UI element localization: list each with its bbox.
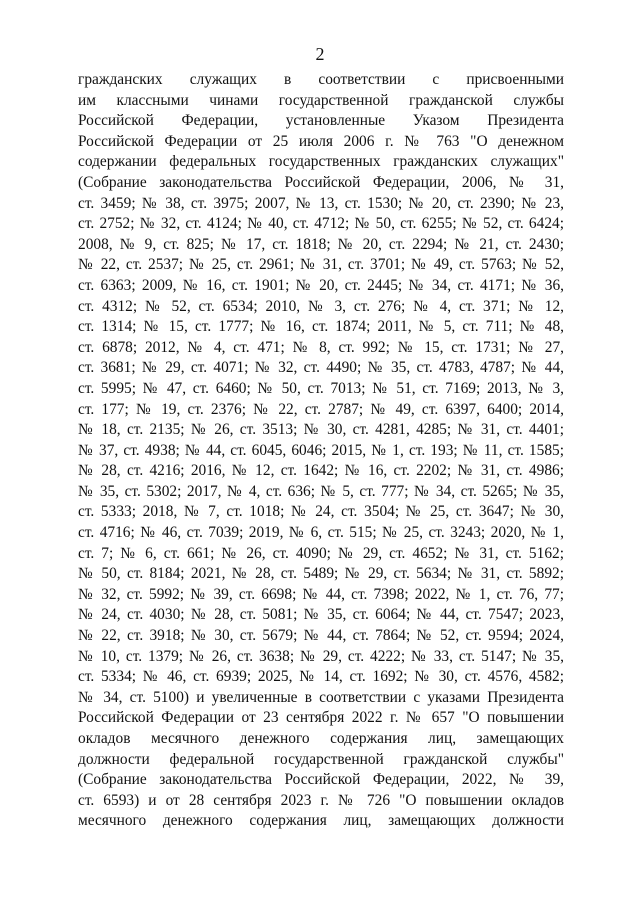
text-line: Российской Федерации, установленные Указом Президента — [78, 112, 564, 130]
text-line: им классными чинами государственной гражданской службы — [78, 91, 564, 109]
text-line: № 10, ст. 1379; № 26, ст. 3638; № 29, ст. 4222; № 33, ст. 5147; № 35, — [78, 647, 564, 665]
text-line: ст. 5334; № 46, ст. 6939; 2025, № 14, ст. 1692; № 30, ст. 4576, 4582; — [78, 668, 564, 686]
body-text — [78, 70, 564, 832]
text-line: ст. 177; № 19, ст. 2376; № 22, ст. 2787; № 49, ст. 6397, 6400; 2014, — [78, 400, 564, 418]
text-line: (Собрание законодательства Российской Федерации, 2022, № 39, — [78, 771, 564, 789]
text-line: ст. 5333; 2018, № 7, ст. 1018; № 24, ст. 3504; № 25, ст. 3647; № 30, — [78, 503, 564, 521]
text-line: № 34, ст. 5100) и увеличенные в соответствии с указами Президента — [78, 688, 564, 706]
page-number: 2 — [315, 44, 325, 64]
text-line: № 32, ст. 5992; № 39, ст. 6698; № 44, ст. 7398; 2022, № 1, ст. 76, 77; — [78, 585, 564, 603]
text-line: Российской Федерации от 25 июля 2006 г. № 763 "О денежном — [78, 132, 564, 150]
text-line: (Собрание законодательства Российской Федерации, 2006, № 31, — [78, 173, 564, 191]
text-line: ст. 1314; № 15, ст. 1777; № 16, ст. 1874; 2011, № 5, ст. 711; № 48, — [78, 318, 564, 336]
text-line: № 18, ст. 2135; № 26, ст. 3513; № 30, ст. 4281, 4285; № 31, ст. 4401; — [78, 421, 564, 439]
text-line: содержании федеральных государственных гражданских служащих" — [78, 153, 564, 171]
text-line: № 35, ст. 5302; 2017, № 4, ст. 636; № 5, ст. 777; № 34, ст. 5265; № 35, — [78, 482, 564, 500]
text-line: ст. 2752; № 32, ст. 4124; № 40, ст. 4712; № 50, ст. 6255; № 52, ст. 6424; — [78, 215, 564, 233]
text-line: № 22, ст. 3918; № 30, ст. 5679; № 44, ст. 7864; № 52, ст. 9594; 2024, — [78, 627, 564, 645]
text-line: ст. 6878; 2012, № 4, ст. 471; № 8, ст. 992; № 15, ст. 1731; № 27, — [78, 338, 564, 356]
text-line: № 37, ст. 4938; № 44, ст. 6045, 6046; 2015, № 1, ст. 193; № 11, ст. 1585; — [78, 441, 564, 459]
text-line: ст. 3459; № 38, ст. 3975; 2007, № 13, ст. 1530; № 20, ст. 2390; № 23, — [78, 194, 564, 212]
text-line: № 24, ст. 4030; № 28, ст. 5081; № 35, ст. 6064; № 44, ст. 7547; 2023, — [78, 606, 564, 624]
text-line: гражданских служащих в соответствии с присвоенными — [78, 71, 564, 88]
text-line: ст. 4716; № 46, ст. 7039; 2019, № 6, ст. 515; № 25, ст. 3243; 2020, № 1, — [78, 524, 564, 542]
text-line: ст. 7; № 6, ст. 661; № 26, ст. 4090; № 29, ст. 4652; № 31, ст. 5162; — [78, 544, 564, 562]
text-line: № 50, ст. 8184; 2021, № 28, ст. 5489; № 29, ст. 5634; № 31, ст. 5892; — [78, 565, 564, 583]
text-line: должности федеральной государственной гражданской службы" — [78, 750, 564, 768]
text-line: № 28, ст. 4216; 2016, № 12, ст. 1642; № 16, ст. 2202; № 31, ст. 4986; — [78, 462, 564, 480]
text-line: ст. 3681; № 29, ст. 4071; № 32, ст. 4490; № 35, ст. 4783, 4787; № 44, — [78, 359, 564, 377]
text-line: ст. 6363; 2009, № 16, ст. 1901; № 20, ст. 2445; № 34, ст. 4171; № 36, — [78, 276, 564, 294]
text-line: 2008, № 9, ст. 825; № 17, ст. 1818; № 20, ст. 2294; № 21, ст. 2430; — [78, 235, 564, 253]
text-line: № 22, ст. 2537; № 25, ст. 2961; № 31, ст. 3701; № 49, ст. 5763; № 52, — [78, 256, 564, 274]
text-line: окладов месячного денежного содержания лиц, замещающих — [78, 730, 564, 747]
text-line: ст. 5995; № 47, ст. 6460; № 50, ст. 7013; № 51, ст. 7169; 2013, № 3, — [78, 379, 564, 397]
text-line: Российской Федерации от 23 сентября 2022 г. № 657 "О повышении — [78, 709, 564, 727]
text-line: месячного денежного содержания лиц, замещающих должности — [78, 812, 564, 830]
text-line: ст. 4312; № 52, ст. 6534; 2010, № 3, ст. 276; № 4, ст. 371; № 12, — [78, 297, 564, 315]
text-line: ст. 6593) и от 28 сентября 2023 г. № 726 "О повышении окладов — [78, 791, 564, 809]
